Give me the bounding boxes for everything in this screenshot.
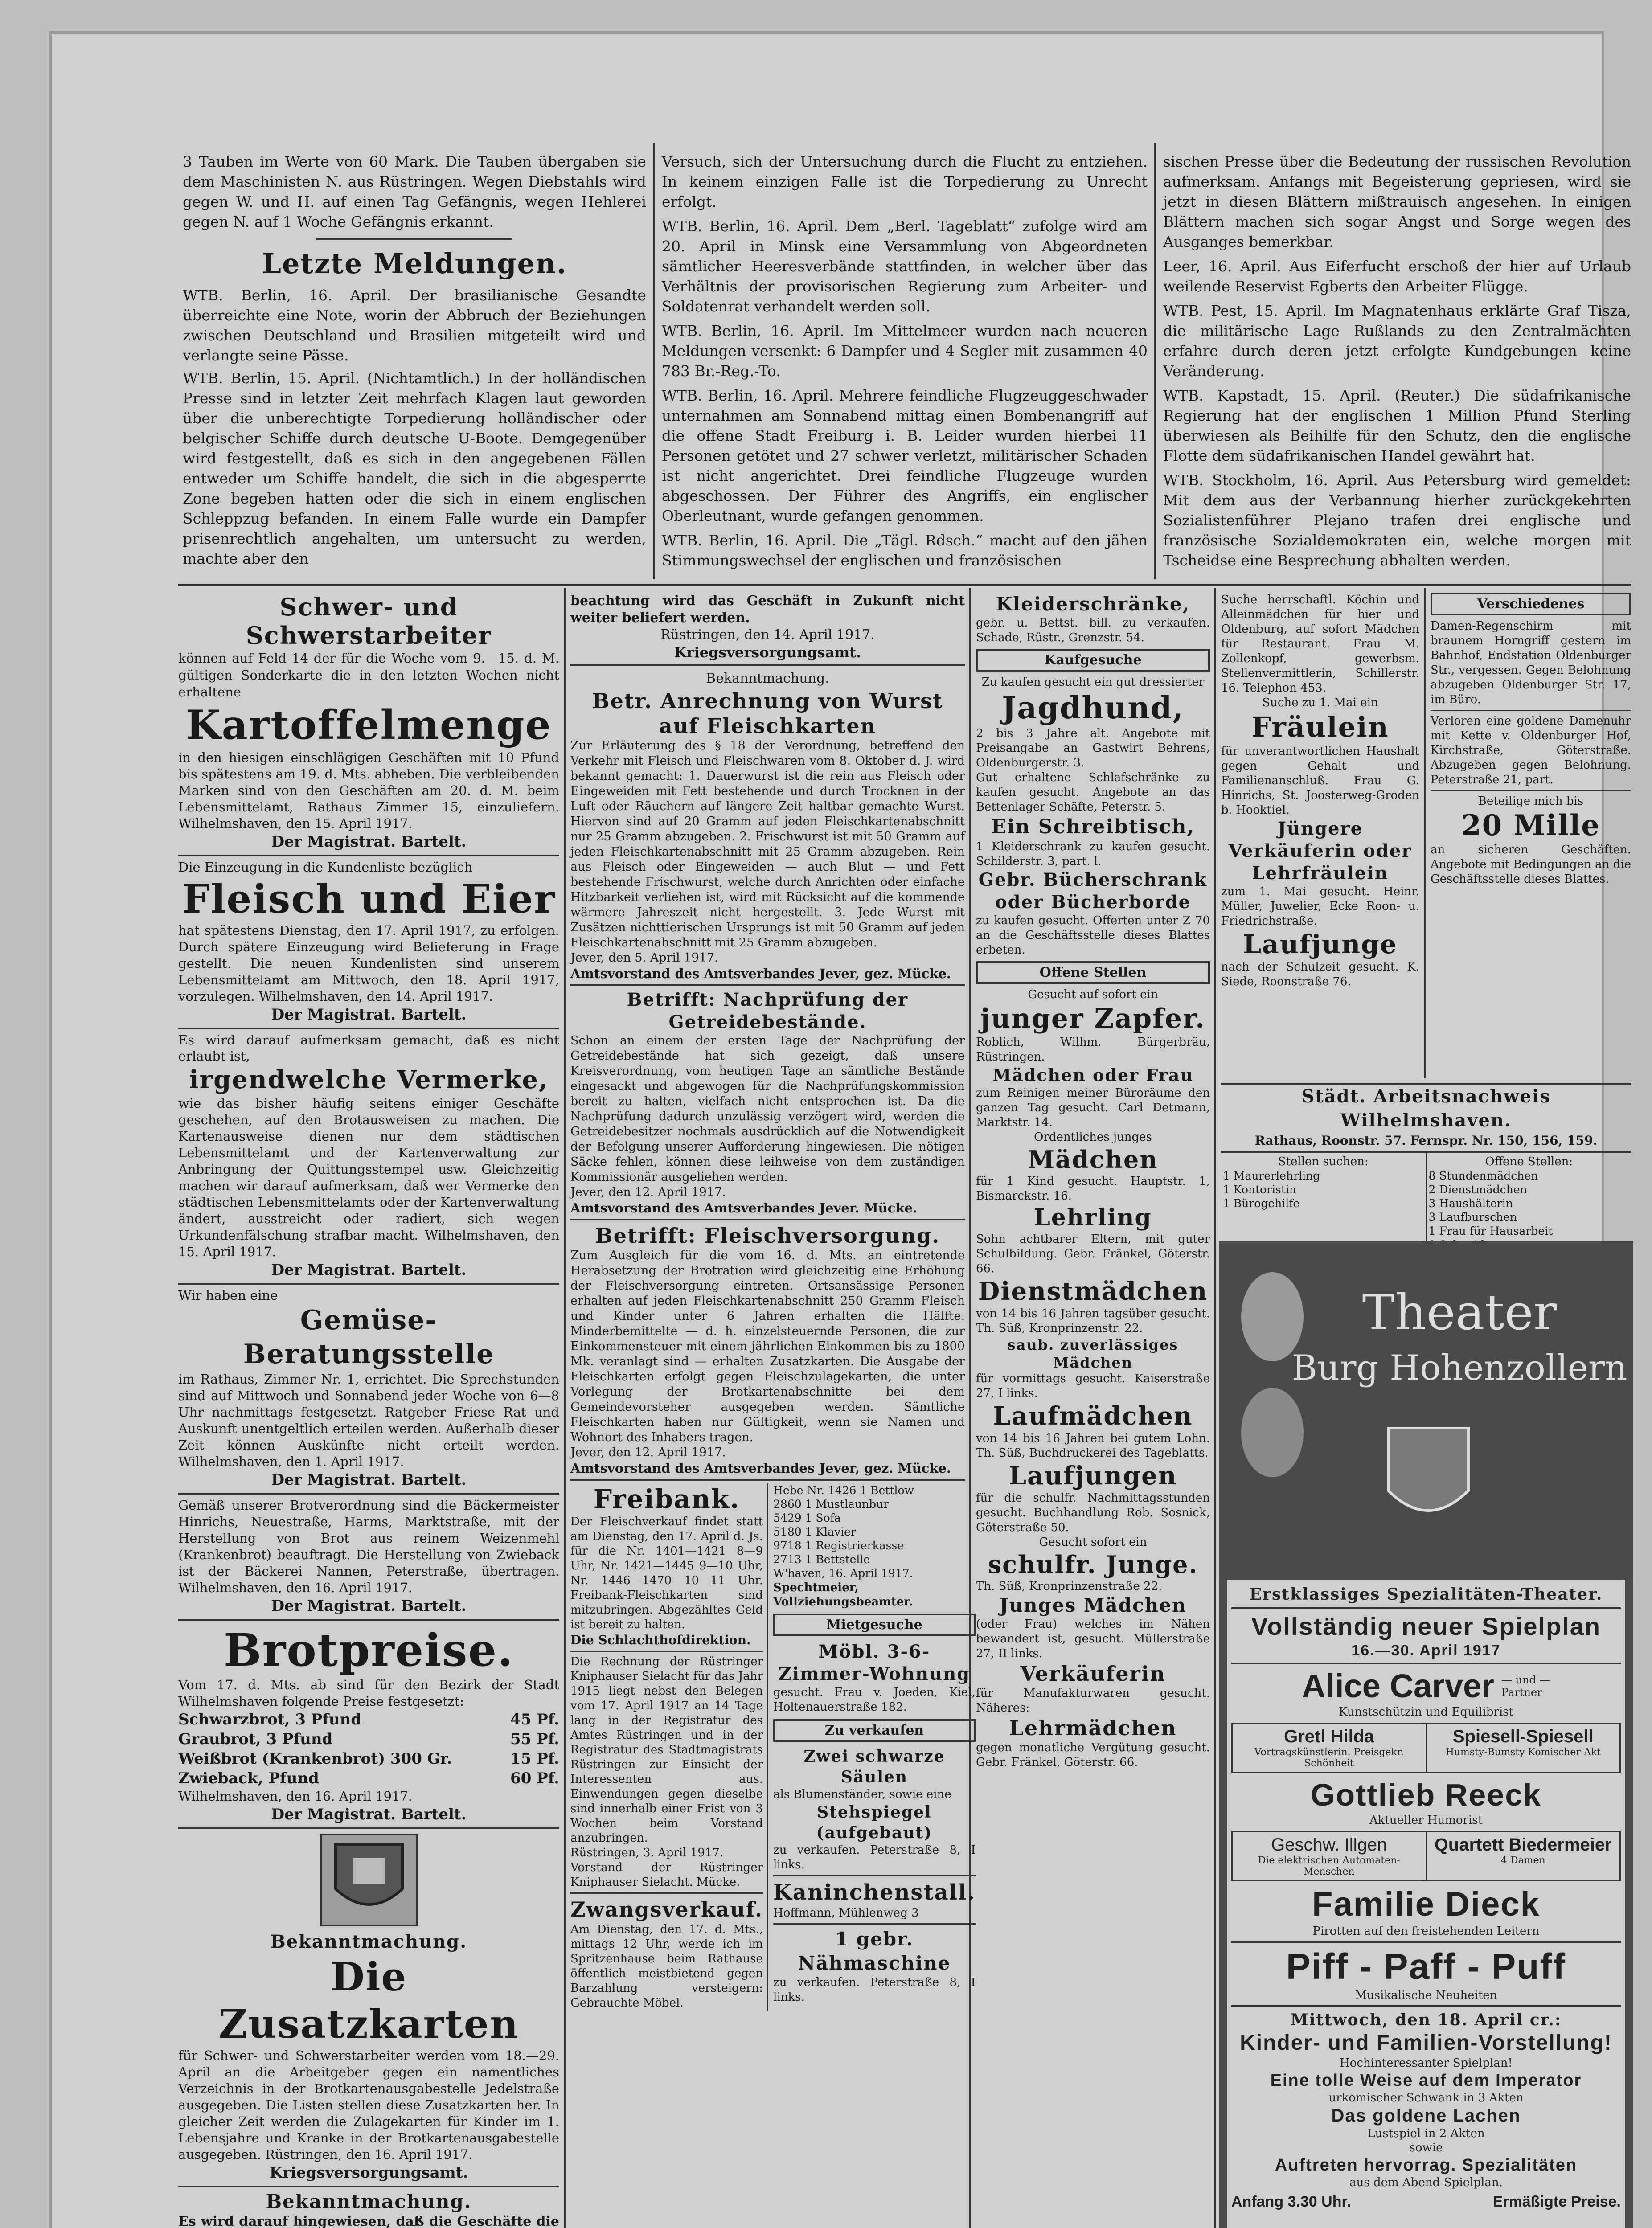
- ad-text: zu kaufen gesucht. Offerten unter Z 70 an die Geschäftsstelle dieses Blattes erbeten.: [976, 914, 1210, 957]
- act-name: Familie Dieck: [1312, 1885, 1540, 1923]
- ad-text: wie das bisher häufig seitens einiger Geschäfte geschehen, auf den Brotausweisen zu machen. Die Kartenausweise dienen nur dem städtischen Lebensmittelamt und der Kartenverwaltung zur Anbringung der Quittungsstempel usw. Gleichzeitig machen wir darauf aufmerksam, daß wer Vermerke den städtischen Lebensmittelamts oder der Kartenverwaltung ändert, ausstreicht oder radiert, sich wegen Urkundenfälschung strafbar macht. Wilhelmshaven, den 15. April 1917.: [178, 1096, 559, 1259]
- list-item: 3 Laufburschen: [1428, 1211, 1517, 1224]
- act-desc: sowie: [1409, 2141, 1443, 2154]
- act-desc: Vortragskünstlerin. Preisgekr. Schönheit: [1254, 1747, 1404, 1769]
- ad-text: Verloren eine goldene Damenuhr mit Kette v. Oldenburger Hof, Kirchstraße, Göterstraße. Abzugeben gegen Belohnung. Peterstraße 21, part.: [1431, 714, 1631, 786]
- ad-text: für 1 Kind gesucht. Hauptstr. 1, Bismarckstr. 16.: [976, 1175, 1210, 1203]
- section-heading: Letzte Meldungen.: [262, 247, 567, 280]
- list-item: 1 Kontoristin: [1223, 1183, 1297, 1196]
- ad-text: gegen monatliche Vergütung gesucht. Gebr. Fränkel, Göterstr. 66.: [976, 1741, 1210, 1769]
- act-name: Geschw. Illgen: [1271, 1835, 1387, 1855]
- ad-title: Betr. Anrechnung von Wurst auf Fleischkarten: [592, 689, 943, 738]
- ad-title: Kleiderschränke,: [996, 593, 1190, 615]
- theater-ad: [1219, 1241, 1633, 2228]
- ad-text: in den hiesigen einschlägigen Geschäften mit 10 Pfund bis spätestens am 19. d. Mts. abheben. Die verbleibenden Marken sind von den Geschäften am 20. d. M. beim Lebensmittelamt, Rathaus Zimmer 15, einzuliefern. Wilhelmshaven, den 15. April 1917.: [178, 750, 559, 831]
- city-coat-of-arms-icon: [320, 1834, 418, 1926]
- ad-text: Schon an einem der ersten Tage der Nachprüfung der Getreidebestände hat sich gezeigt, daß unsere Kreisverordnung, vom heutigen Tage an sämtliche Bestände eingesackt und abgewogen für die Nachprüfungskommission bereit zu halten, vielfach nicht entsprochen ist. Da die Nachprüfung dadurch unzulässig verzögert wird, werden die Getreidebesitzer nochmals ausdrücklich auf die Notwendigkeit der Befolgung unserer Aufforderung hingewiesen. Die nötigen Säcke fehlen, können diese leihweise von dem zuständigen Kommissionär ausgeliehen werden.: [570, 1034, 965, 1184]
- fund-item: Hebe-Nr. 1426 1 Bettlow: [773, 1484, 914, 1497]
- ad-text: (oder Frau) welches im Nähen bewandert ist, gesucht. Müllerstraße 27, II links.: [976, 1618, 1210, 1660]
- stellen-suchen-col: [1221, 1153, 1427, 1253]
- price-item: Weißbrot (Krankenbrot) 300 Gr.: [178, 1750, 452, 1768]
- act-desc: Hochinteressanter Spielplan!: [1340, 2056, 1513, 2070]
- ad-title: Zwangsverkauf.: [570, 1897, 763, 1921]
- ad-title: Lehrmädchen: [1009, 1716, 1177, 1740]
- ad-text: Zum Ausgleich für die vom 16. d. Mts. an eintretende Herabsetzung der Brotration wird gleichzeitig eine Erhöhung der Fleischversorgung eintreten. Ortsansässige Personen erhalten auf jeden Fleischkartenabschnitt 250 Gramm Fleisch und Kinder unter 6 Jahren erhalten die Hälfte. Minderbemittelte — d. h. einzelsteuernde Personen, die zur Einkommensteuer mit einem jährlichen Einkommen bis zu 1800 Mk. veranlagt sind — erhalten Zusatzkarten. Die Ausgabe der Fleischkarten erfolgt gegen Fleischzulagekarten, die unter Vorlegung der Brotkartenabschnitte bei dem Gemeindevorsteher ausgegeben werden. Sämtliche Fleischkarten haben nur Gültigkeit, wenn sie Namen und Wohnort des Inhabers tragen.: [570, 1249, 965, 1444]
- act-name: Quartett Biedermeier: [1434, 1835, 1612, 1855]
- column-divider: [564, 588, 566, 2228]
- ad-text: Zur Erläuterung des § 18 der Verordnung, betreffend den Verkehr mit Fleisch und Fleischwaren vom 8. Oktober d. J. wird bekannt gemacht: 1. Dauerwurst ist die rein aus Fleisch oder Eingeweiden mit Fett bestehende und durch Trocknen in der Luft oder Räuchern auf längere Zeit haltbar gemachte Wurst. Hiervon sind auf 20 Gramm auf jeden Fleischkartenabschnitt nur 25 Gramm abzugeben. 2. Frischwurst ist mit 50 Gramm auf jeden Fleischkartenabschnitt mit 25 Gramm abzugeben. Rein aus Fleisch oder Eingeweiden — auch Blut — und Fett bestehende Frischwurst, welche durch Anrichten oder einfache Hitzbarkeit verliehen ist, wird mit Rücksicht auf die kommende wärmere Jahreszeit nicht hergestellt. 3. Jede Wurst mit Zusätzen nichttierischen Ursprungs ist mit 50 Gramm auf jeden Fleischkartenabschnitt mit 25 Gramm abzugeben.: [570, 739, 965, 950]
- ad-title: Jüngere Verkäuferin oder Lehrfräulein: [1228, 818, 1412, 884]
- ad-text: Rüstringen, den 14. April 1917.: [660, 627, 875, 643]
- start-time: Anfang 3.30 Uhr.: [1231, 2193, 1351, 2210]
- price-row: [178, 1749, 559, 1769]
- ad-text: Vom 17. d. Mts. ab sind für den Bezirk der Stadt Wilhelmshaven folgende Preise festgesetzt:: [178, 1677, 559, 1709]
- signature: Der Magistrat. Bartelt.: [271, 833, 467, 851]
- fund-item: 5429 1 Sofa: [773, 1511, 841, 1524]
- fund-item: 5180 1 Klavier: [773, 1525, 856, 1538]
- ad-text: Beteilige mich bis: [1478, 795, 1584, 808]
- act-box: [1427, 1832, 1620, 1880]
- signature: Der Magistrat. Bartelt.: [271, 1471, 467, 1489]
- ad-title: irgendwelche Vermerke,: [189, 1065, 549, 1094]
- ad-text: Hoffmann, Mühlenweg 3: [773, 1906, 919, 1920]
- ad-text: zu verkaufen. Peterstraße 8, I links.: [773, 1976, 976, 2004]
- ad-title: Schwer- und Schwerstarbeiter: [246, 593, 492, 650]
- section-box: Offene Stellen: [976, 961, 1210, 984]
- act-note: — und — Partner: [1501, 1673, 1550, 1699]
- program-heading: Mittwoch, den 18. April cr.:: [1290, 2011, 1562, 2029]
- act-name: Eine tolle Weise auf dem Imperator: [1270, 2071, 1582, 2090]
- ad-text: Jever, den 12. April 1917.: [570, 1185, 726, 1199]
- column-divider: [1424, 588, 1426, 1078]
- price-value: 15 Pf.: [510, 1750, 559, 1768]
- fund-item: 2860 1 Mustlaunbur: [773, 1498, 889, 1511]
- news-item: Leer, 16. April. Aus Eiferfucht erschoß der hier auf Urlaub weilende Reservist Egberts den Arbeiter Flügge.: [1163, 258, 1631, 295]
- ad-text: Rathaus, Roonstr. 57. Fernspr. Nr. 150, 156, 159.: [1254, 1133, 1598, 1148]
- act-desc: aus dem Abend-Spielplan.: [1349, 2176, 1503, 2189]
- ad-title: schulfr. Junge.: [988, 1550, 1198, 1579]
- signature: Kriegsversorgungsamt.: [674, 644, 861, 661]
- ad-text: Zu kaufen gesucht ein gut dressierter: [981, 676, 1205, 689]
- ad-title: Betrifft: Nachprüfung der Getreidebestände.: [627, 989, 909, 1032]
- ad-title: 1 gebr. Nähmaschine: [798, 1928, 951, 1974]
- ad-text: Der Fleischverkauf findet statt am Dienstag, den 17. April d. Js. für die Nr. 1401—1421 8—9 Uhr, Nr. 1421—1445 9—10 Uhr, Nr. 1446—1470 10—11 Uhr. Freibank-Fleischkarten sind mitzubringen. Abgezähltes Geld ist bereit zu halten.: [570, 1515, 763, 1631]
- arbeitsnachweis-block: [1221, 1083, 1631, 1253]
- act-desc: urkomischer Schwank in 3 Akten: [1328, 2091, 1524, 2105]
- freibank-row: [570, 1483, 976, 2011]
- ad-title: Freibank.: [593, 1484, 740, 1514]
- news-column-2: [662, 152, 1148, 570]
- price-row: [178, 1710, 559, 1729]
- price-item: Zwieback, Pfund: [178, 1769, 319, 1787]
- ad-text: Ordentliches junges: [1034, 1130, 1152, 1144]
- ad-text: Wir haben eine: [178, 1288, 278, 1303]
- ad-title: Gebr. Bücherschrank oder Bücherborde: [978, 869, 1208, 913]
- ad-title: Verkäuferin: [1020, 1662, 1166, 1686]
- program-date: 16.—30. April 1917: [1351, 1642, 1501, 1659]
- news-column-3: [1163, 152, 1631, 570]
- ad-text: hat spätestens Dienstag, den 17. April 1917, zu erfolgen. Durch spätere Einzeugung wird Belieferung in Frage gestellt. Die neuen Kundenlisten sind unserem Lebensmittelamt am Mittwoch, den 18. April 1917, vorzulegen. Wilhelmshaven, den 14. April 1917.: [178, 923, 559, 1004]
- ad-title: Lehrling: [1034, 1204, 1152, 1231]
- ad-text: Suche herrschaftl. Köchin und Alleinmädchen für hier und Oldenburg, auf sofort Mädchen für Restaurant. Frau M. Zollenkopf, gewerbsm. Stellenvermittlerin, Schillerstr. 16. Telephon 453.: [1221, 593, 1419, 695]
- signature: Kriegsversorgungsamt.: [269, 2164, 468, 2182]
- ad-text: Roblich, Wilhm. Bürgerbräu, Rüstringen.: [976, 1036, 1210, 1064]
- ad-text: Am Dienstag, den 17. d. Mts., mittags 12 Uhr, werde ich im Spritzenhause beim Rathause öffentlich meistbietend gegen Barzahlung versteigern: Gebrauchte Möbel.: [570, 1923, 763, 2010]
- ad-title: Städt. Arbeitsnachweis Wilhelmshaven.: [1301, 1086, 1551, 1131]
- table-header: Stellen suchen:: [1278, 1155, 1369, 1168]
- ad-text: zum 1. Mai gesucht. Heinr. Müller, Juwelier, Ecke Roon- u. Friedrichstraße.: [1221, 885, 1419, 928]
- news-item: WTB. Berlin, 16. April. Die „Tägl. Rdsch.“ macht auf den jähen Stimmungswechsel der englischen und französischen: [662, 532, 1148, 569]
- column-divider: [1154, 143, 1156, 579]
- far-right-left-block: [1221, 593, 1419, 989]
- news-column-1: [183, 152, 646, 569]
- ad-text: für Schwer- und Schwerstarbeiter werden vom 18.—29. April an die Arbeitgeber gegen ein namentliches Verzeichnis in der Brotkartenausgabestelle Jedelstraße ausgegeben. Die Listen stellen diese Zusatzkarten her. In gleicher Zeit werden die Zulagekarten für Kinder im 1. Lebensjahre und Kranke in der Brotkartenausgabestelle ausgegeben. Rüstringen, den 16. April 1917.: [178, 2048, 559, 2162]
- ad-text: von 14 bis 16 Jahren bei gutem Lohn. Th. Süß, Buchdruckerei des Tageblatts.: [976, 1432, 1210, 1460]
- list-item: 2 Dienstmädchen: [1428, 1183, 1527, 1196]
- section-box: Mietgesuche: [773, 1614, 976, 1636]
- act-name: Spiesell-Spiesell: [1452, 1727, 1594, 1746]
- ad-text: Sohn achtbarer Eltern, mit guter Schulbildung. Gebr. Fränkel, Göterstr. 66.: [976, 1233, 1210, 1275]
- ad-text: beachtung wird das Geschäft in Zukunft nicht weiter beliefert werden.: [570, 593, 965, 626]
- ad-text: an sicheren Geschäften. Angebote mit Bedingungen an die Geschäftsstelle dieses Blattes.: [1431, 843, 1631, 886]
- act-desc: Kunstschützin und Equilibrist: [1339, 1705, 1513, 1719]
- column-divider: [653, 143, 655, 579]
- ad-title: saub. zuverlässiges Mädchen: [1007, 1336, 1179, 1371]
- section-box: Verschiedenes: [1431, 593, 1631, 615]
- section-box: Kaufgesuche: [976, 649, 1210, 672]
- signature: Der Magistrat. Bartelt.: [271, 1806, 467, 1823]
- list-item: 3 Haushälterin: [1428, 1197, 1513, 1210]
- ad-text: Rüstringen, 3. April 1917.: [570, 1846, 724, 1859]
- ad-text: 2 bis 3 Jahre alt. Angebote mit Preisangabe an Gastwirt Behrens, Oldenburgerstr. 3.: [976, 727, 1210, 770]
- act-desc: Lustspiel in 2 Akten: [1367, 2127, 1485, 2140]
- price-item: Graubrot, 3 Pfund: [178, 1730, 333, 1748]
- ad-title: Bekanntmachung.: [706, 671, 829, 686]
- act-name: Das goldene Lachen: [1331, 2106, 1521, 2126]
- ad-title: Stehspiegel (aufgebaut): [816, 1803, 933, 1842]
- signature: Amtsvorstand des Amtsverbandes Jever, gez. Mücke.: [570, 1461, 951, 1476]
- program-title: Vollständig neuer Spielplan: [1251, 1612, 1601, 1640]
- column-divider: [1214, 588, 1216, 2228]
- price-value: 60 Pf.: [510, 1769, 559, 1787]
- ad-text: Die Rechnung der Rüstringer Kniphauser Sielacht für das Jahr 1915 liegt nebst den Belegen vom 17. April 1917 an 14 Tage lang in der Registratur des Amtes Rüstringen und in der Registratur des Stadtmagistrats Rüstringen zur Einsicht der Interessenten aus. Einwendungen gegen dieselbe sind innerhalb einer Frist von 3 Wochen beim Vorstand anzubringen.: [570, 1655, 763, 1845]
- ad-title: Junges Mädchen: [999, 1594, 1187, 1616]
- program-title: Kinder- und Familien-Vorstellung!: [1240, 2031, 1612, 2055]
- program-heading: Erstklassiges Spezialitäten-Theater.: [1249, 1585, 1603, 1604]
- price-item: Schwarzbrot, 3 Pfund: [178, 1711, 362, 1728]
- price-list: [178, 1710, 559, 1788]
- ad-text: als Blumenständer, sowie eine: [773, 1788, 951, 1801]
- list-item: 1 Frau für Hausarbeit: [1428, 1225, 1553, 1237]
- news-text: Versuch, sich der Untersuchung durch die Flucht zu entziehen. In keinem einzigen Falle ist die Torpedierung zu Unrecht erfolgt.: [662, 153, 1148, 210]
- ad-text: können auf Feld 14 der für die Woche vom 9.—15. d. M. gültigen Sonderkarte die in den letzten Wochen nicht erhaltene: [178, 651, 559, 700]
- list-item: 1 Bürogehilfe: [1223, 1197, 1300, 1210]
- ad-text: Es wird darauf hingewiesen, daß die Geschäfte die: [178, 2214, 559, 2228]
- ad-text: Jever, den 5. April 1917.: [570, 951, 718, 965]
- ad-text: Gemäß unserer Brotverordnung sind die Bäckermeister Hinrichs, Neuestraße, Harms, Marktstraße, mit der Herstellung von Brot aus reinem Weizenmehl (Krankenbrot) beauftragt. Die Herstellung von Zwieback ist der Bäckerei Nannen, Peterstraße, übertragen. Wilhelmshaven, den 16. April 1917.: [178, 1498, 559, 1595]
- list-item: 8 Stundenmädchen: [1428, 1169, 1538, 1182]
- ad-text: von 14 bis 16 Jahren tagsüber gesucht. Th. Süß, Kronprinzenstr. 22.: [976, 1307, 1210, 1335]
- middle-column: [570, 593, 976, 2011]
- price-value: 45 Pf.: [510, 1711, 559, 1728]
- act-desc: 4 Damen: [1500, 1855, 1545, 1866]
- ad-text: gebr. u. Bettst. bill. zu verkaufen. Schade, Rüstr., Grenzstr. 54.: [976, 616, 1210, 644]
- ad-title: Die Zusatzkarten: [218, 1954, 519, 2047]
- news-item: WTB. Kapstadt, 15. April. (Reuter.) Die südafrikanische Regierung hat der englischen 1 Million Pfund Sterling überwiesen als Beihilfe für den Schutz, den die englische Flotte dem südafrikanischen Handel gewährt hat.: [1163, 387, 1631, 464]
- ad-title: Gemüse-Beratungsstelle: [243, 1305, 495, 1370]
- price-row: [178, 1769, 559, 1788]
- ad-title: Bekanntmachung.: [266, 2191, 472, 2212]
- theater-program: [1227, 1580, 1625, 2228]
- signature: Vorstand der Rüstringer Kniphauser Sielacht. Mücke.: [570, 1861, 763, 1889]
- ad-text: gesucht. Frau v. Joeden, Kiel, Holtenauerstraße 182.: [773, 1686, 976, 1714]
- list-item: 1 Maurerlehrling: [1223, 1169, 1320, 1182]
- news-item: WTB. Berlin, 16. April. Im Mittelmeer wurden nach neueren Meldungen versenkt: 6 Dampfer und 4 Segler mit zusammen 40 783 Br.-Reg.-To.: [662, 322, 1148, 380]
- ad-title: 20 Mille: [1461, 809, 1600, 842]
- fund-list: [773, 1483, 976, 1566]
- ad-title: junger Zapfer.: [980, 1003, 1206, 1034]
- ad-title: Betrifft: Fleischversorgung.: [595, 1224, 940, 1248]
- signature: Spechtmeier, Vollziehungsbeamter.: [773, 1581, 913, 1609]
- left-column: [178, 593, 559, 2228]
- verschiedenes-block: [1431, 593, 1631, 887]
- news-item: WTB. Berlin, 16. April. Der brasilianische Gesandte überreichte eine Note, worin der Abbruch der Beziehungen zwischen Deutschland und Brasilien mitgeteilt wird und verlangte seine Pässe.: [183, 287, 646, 364]
- offene-stellen-col: [1427, 1153, 1632, 1253]
- price-row: [178, 1729, 559, 1749]
- ad-title: Kartoffelmenge: [186, 701, 552, 749]
- ad-text: Die Einzeugung in die Kundenliste bezüglich: [178, 860, 473, 875]
- ad-text: für Manufakturwaren gesucht. Näheres:: [976, 1687, 1210, 1715]
- act-desc: Pirotten auf den freistehenden Leitern: [1312, 1925, 1540, 1938]
- price-value: 55 Pf.: [510, 1730, 559, 1748]
- ad-title: Fleisch und Eier: [182, 876, 556, 922]
- news-text: 3 Tauben im Werte von 60 Mark. Die Tauben übergaben sie dem Maschinisten N. aus Rüstringen. Wegen Diebstahls wird gegen W. und H. auf einen Tag Gefängnis, wegen Hehlerei gegen N. auf 1 Woche Gefängnis erkannt.: [183, 153, 646, 230]
- ad-text: für vormittags gesucht. Kaiserstraße 27, I links.: [976, 1372, 1210, 1400]
- ad-text: zu verkaufen. Peterstraße 8, I links.: [773, 1843, 976, 1872]
- act-box: [1427, 1724, 1620, 1772]
- classifieds-column: [976, 593, 1210, 1770]
- act-desc: Die elektrischen Automaten-Menschen: [1258, 1855, 1400, 1877]
- ad-text: nach der Schulzeit gesucht. K. Siede, Roonstraße 76.: [1221, 960, 1419, 988]
- signature: Amtsvorstand des Amtsverbandes Jever. Mücke.: [570, 1200, 918, 1216]
- ad-title: Laufjunge: [1243, 929, 1398, 959]
- ad-text: Suche zu 1. Mai ein: [1262, 696, 1378, 709]
- ad-text: Gesucht auf sofort ein: [1028, 988, 1158, 1001]
- act-desc: Musikalische Neuheiten: [1355, 1989, 1497, 2002]
- ad-text: im Rathaus, Zimmer Nr. 1, errichtet. Die Sprechstunden sind auf Mittwoch und Sonnabend jeder Woche von 6—8 Uhr nachmittags festgesetzt. Ratgeber Friese Rat und Auskunft unentgeltlich erteilen werden. Außerhalb dieser Zeit können Auskünfte nicht erteilt werden. Wilhelmshaven, den 1. April 1917.: [178, 1372, 559, 1469]
- ad-title: Möbl. 3-6-Zimmer-Wohnung: [778, 1641, 971, 1684]
- ad-title: Zwei schwarze Säulen: [803, 1747, 945, 1786]
- horizontal-rule: [178, 584, 1631, 586]
- fund-item: 9718 1 Registrierkasse: [773, 1539, 904, 1552]
- price-note: Ermäßigte Preise.: [1492, 2193, 1621, 2210]
- ad-text: für die schulfr. Nachmittagsstunden gesucht. Buchhandlung Rob. Sosnick, Göterstraße 50.: [976, 1491, 1210, 1534]
- ad-title: Laufjungen: [1008, 1461, 1177, 1491]
- ad-title: Ein Schreibtisch,: [991, 815, 1195, 838]
- news-item: WTB. Berlin, 16. April. Dem „Berl. Tageblatt“ zufolge wird am 20. April in Minsk eine Versammlung von Abgeordneten sämtlicher Heeresverbände stattfinden, in welcher über das Verhältnis der provisorischen Regierung zum Arbeiter- und Soldatenrat verhandelt werden soll.: [662, 217, 1148, 315]
- ad-title: Laufmädchen: [993, 1401, 1193, 1431]
- table-header: Offene Stellen:: [1485, 1155, 1573, 1168]
- signature: Der Magistrat. Bartelt.: [271, 1597, 467, 1615]
- ad-title: Jagdhund,: [1002, 690, 1184, 726]
- theater-header: [1219, 1241, 1633, 1580]
- ad-text: Gesucht sofort ein: [1039, 1536, 1147, 1549]
- act-desc: Humsty-Bumsty Komischer Akt: [1445, 1747, 1601, 1758]
- act-name: Gottlieb Reeck: [1310, 1777, 1542, 1812]
- ad-title: Mädchen oder Frau: [992, 1065, 1193, 1085]
- theater-subtitle: Burg Hohenzollern: [1291, 1348, 1627, 1388]
- newspaper-page: [49, 31, 1631, 2228]
- ad-title: Kaninchenstall.: [773, 1880, 976, 1905]
- ad-text: 1 Kleiderschrank zu kaufen gesucht. Schilderstr. 3, part. l.: [976, 840, 1210, 868]
- ad-text: Gut erhaltene Schlafschränke zu kaufen gesucht. Angebote an das Bettenlager Schäfte, Peterstr. 5.: [976, 771, 1210, 814]
- act-name: Auftreten hervorrag. Spezialitäten: [1275, 2156, 1578, 2175]
- ad-text: Es wird darauf aufmerksam gemacht, daß es nicht erlaubt ist,: [178, 1032, 559, 1064]
- act-name: Gretl Hilda: [1284, 1727, 1374, 1746]
- ad-text: zum Reinigen meiner Büroräume den ganzen Tag gesucht. Carl Detmann, Marktstr. 14.: [976, 1086, 1210, 1129]
- ad-text: Damen-Regenschirm mit braunem Horngriff gestern im Bahnhof, Endstation Oldenburger Str., vergessen. Gegen Belohnung abzugeben Oldenburger Str. 17, im Büro.: [1431, 619, 1631, 706]
- ad-title: Bekanntmachung.: [270, 1931, 467, 1952]
- program-footer: [1231, 2193, 1621, 2211]
- theater-title: Theater: [1362, 1284, 1557, 1341]
- stellen-table: [1221, 1151, 1631, 1253]
- signature: Die Schlachthofdirektion.: [570, 1633, 751, 1647]
- news-item: WTB. Berlin, 15. April. (Nichtamtlich.) In der holländischen Presse sind in letzter Zeit mehrfach Klagen laut geworden über die unberechtigte Torpedierung holländischer oder belgischer Schiffe durch deutsche U-Boote. Demgegenüber wird festgestellt, daß es sich in den angegebenen Fällen entweder um Schiffe handelt, die sich in die abgesperrte Zone begeben hatten oder die sich in einem englischen Schleppzug befanden. In einem Falle wurde ein Dampfer prisenrechtlich angehalten, um untersucht zu werden, machte aber den: [183, 369, 646, 567]
- signature: Der Magistrat. Bartelt.: [271, 1006, 467, 1024]
- ad-text: für unverantwortlichen Haushalt gegen Gehalt und Familienanschluß. Frau G. Hinrichs, St. Joosterweg-Groden b. Hooktiel.: [1221, 745, 1419, 817]
- ad-text: Jever, den 12. April 1917.: [570, 1446, 726, 1459]
- ad-text: W'haven, 16. April 1917.: [773, 1567, 913, 1580]
- section-box: Zu verkaufen: [773, 1719, 976, 1742]
- classified-block: [773, 1483, 976, 2011]
- act-name: Piff - Paff - Puff: [1286, 1946, 1566, 1987]
- act-name: Alice Carver: [1302, 1667, 1494, 1704]
- fund-item: 2713 1 Bettstelle: [773, 1553, 870, 1566]
- freibank-block: [570, 1483, 768, 2011]
- ad-title: Fräulein: [1251, 711, 1389, 743]
- news-item: WTB. Pest, 15. April. Im Magnatenhaus erklärte Graf Tisza, die militärische Lage Rußlands zu den Zentralmächten erfahre durch deren jetzt erfolgte Kundgebungen keine Veränderung.: [1163, 302, 1631, 380]
- ad-title: Brotpreise.: [223, 1624, 514, 1676]
- news-item: WTB. Berlin, 16. April. Mehrere feindliche Flugzeuggeschwader unternahmen am Sonnabend mittag einen Bombenangriff auf die offene Stadt Freiburg i. B. Leider wurden hierbei 11 Personen getötet und 27 schwer verletzt, militärischer Schaden ist nicht angerichtet. Drei feindliche Flugzeuge wurden abgeschossen. Der Führer des Angriffs, ein englischer Oberleutnant, wurde gefangen genommen.: [662, 387, 1148, 524]
- news-text: sischen Presse über die Bedeutung der russischen Revolution aufmerksam. Anfangs mit Begeisterung gepriesen, wird sie jetzt in diesen Blättern mißtrauisch angesehen. In einigen Blättern machen sich sogar Angst und Sorge wegen des Ausganges bemerkbar.: [1163, 153, 1631, 250]
- news-item: WTB. Stockholm, 16. April. Aus Petersburg wird gemeldet: Mit dem aus der Verbannung hierher zurückgekehrten Sozialistenführer Plejano trafen drei englische und französische Sozialdemokraten ein, welche morgen mit Tscheidse eine Besprechung abhalten werden.: [1163, 471, 1631, 569]
- act-desc: Aktueller Humorist: [1369, 1814, 1483, 1827]
- ad-text: Wilhelmshaven, den 16. April 1917.: [178, 1789, 413, 1804]
- ad-title: Dienstmädchen: [978, 1277, 1208, 1306]
- ad-title: Mädchen: [1028, 1145, 1158, 1174]
- ad-text: Th. Süß, Kronprinzenstraße 22.: [976, 1580, 1162, 1593]
- signature: Amtsvorstand des Amtsverbandes Jever, gez. Mücke.: [570, 966, 951, 981]
- act-box: [1233, 1724, 1427, 1772]
- act-box: [1233, 1832, 1427, 1880]
- signature: Der Magistrat. Bartelt.: [271, 1261, 467, 1279]
